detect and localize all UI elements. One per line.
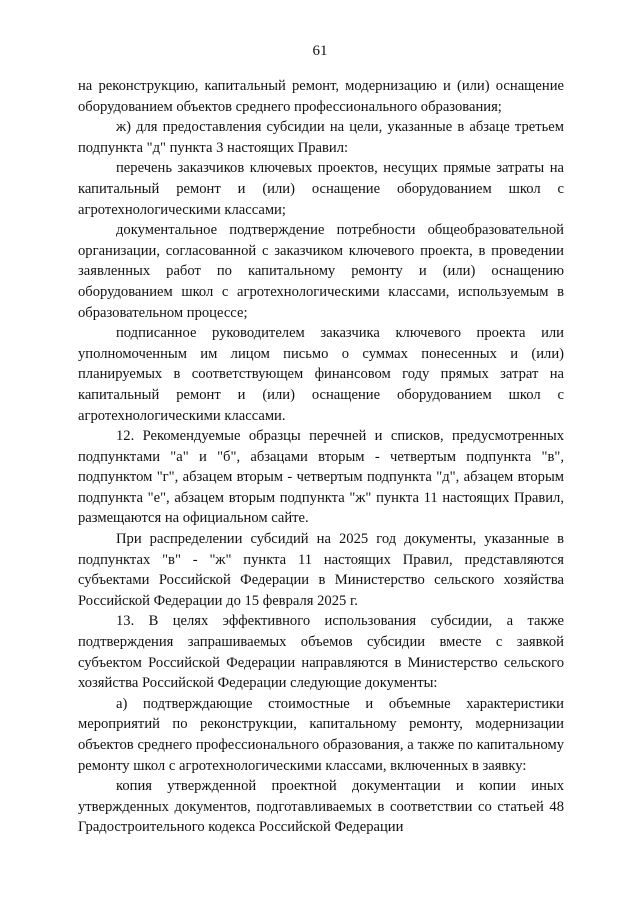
paragraph-customer-list: перечень заказчиков ключевых проектов, несущих прямые затраты на капитальный ремонт и (или) оснащение оборудованием школ с агротехнологическими классами;: [78, 160, 564, 218]
document-body: [78, 76, 564, 838]
paragraph-item-12: 12. Рекомендуемые образцы перечней и списков, предусмотренных подпунктами "а" и "б", абзацами вторым - четвертым подпункта "в", подпунктом "г", абзацем вторым - четвертым подпункта "д", абзацем вторым подпункта "е", абзацем вторым подпункта "ж" пункта 11 настоящих Правил, размещаются на официальном сайте.: [78, 428, 564, 527]
page-number: 61: [312, 43, 328, 59]
paragraph-documentary-confirmation: документальное подтверждение потребности общеобразовательной организации, согласованной с заказчиком ключевого проекта, в проведении заявленных работ по капитальному ремонту и (или) оснащению оборудованием школ с агротехнологическими классами, используемым в образовательном процессе;: [78, 222, 564, 321]
paragraph-continuation: на реконструкцию, капитальный ремонт, модернизацию и (или) оснащение оборудованием объектов среднего профессионального образования;: [78, 78, 564, 115]
paragraph-project-documentation: копия утвержденной проектной документации и копии иных утвержденных документов, подготавливаемых в соответствии со статьей 48 Градостроительного кодекса Российской Федерации: [78, 778, 564, 836]
paragraph-distribution-2025: При распределении субсидий на 2025 год документы, указанные в подпунктах "в" - "ж" пункта 11 настоящих Правил, представляются субъектами Российской Федерации в Министерство сельского хозяйства Российской Федерации до 15 февраля 2025 г.: [78, 531, 564, 609]
paragraph-subitem-zh: ж) для предоставления субсидии на цели, указанные в абзаце третьем подпункта "д" пункта 3 настоящих Правил:: [78, 119, 564, 156]
paragraph-subitem-a: а) подтверждающие стоимостные и объемные характеристики мероприятий по реконструкции, капитальному ремонту, модернизации объектов среднего профессионального образования, а также по капитальному ремонту школ с агротехнологическими классами, включенных в заявку:: [78, 695, 564, 774]
paragraph-signed-letter: подписанное руководителем заказчика ключевого проекта или уполномоченным им лицом письмо о суммах понесенных и (или) планируемых в соответствующем финансовом году прямых затрат на капитальный ремонт и (или) оснащение оборудованием школ с агротехнологическими классами.: [78, 325, 564, 424]
paragraph-item-13: 13. В целях эффективного использования субсидии, а также подтверждения запрашиваемых объемов субсидии вместе с заявкой субъектом Российской Федерации направляются в Министерство сельского хозяйства Российской Федерации следующие документы:: [78, 613, 564, 692]
